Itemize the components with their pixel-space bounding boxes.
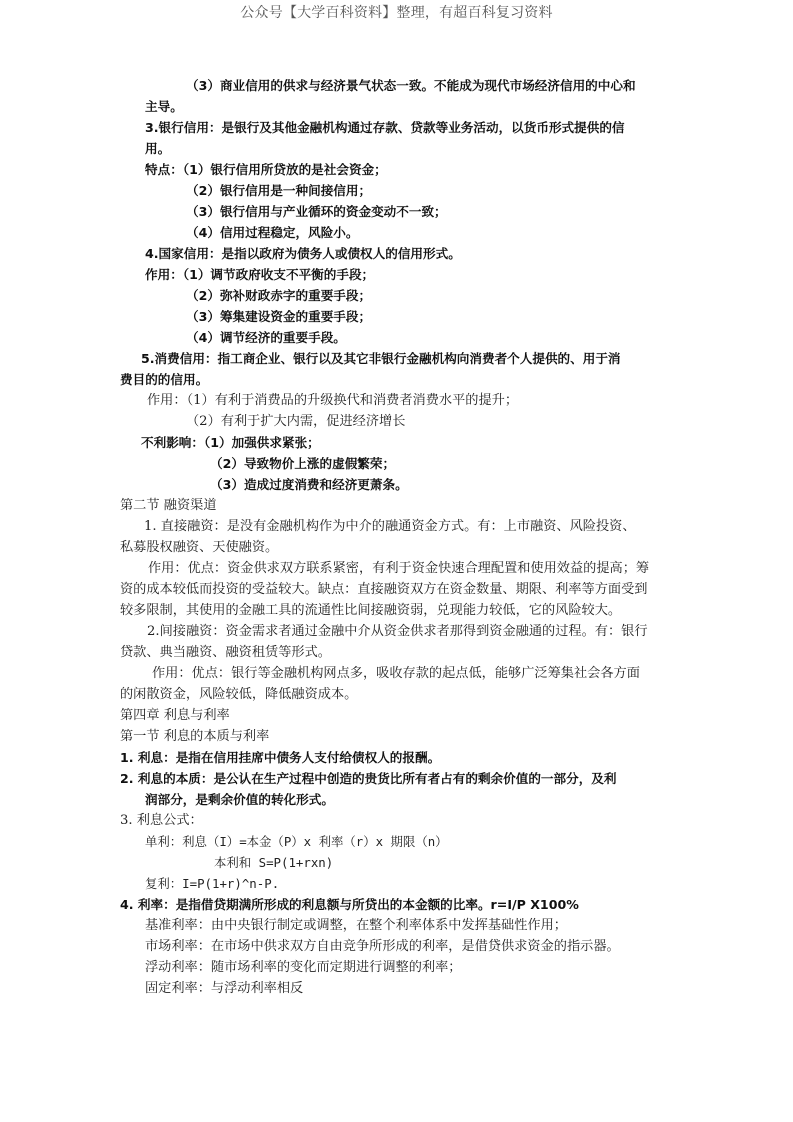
text-line: 润部分，是剩余价值的转化形式。	[145, 792, 334, 807]
text-line: 用。	[145, 141, 171, 156]
text-line: （3）筹集建设资金的重要手段；	[186, 309, 372, 324]
text-line: 资的成本较低而投资的受益较大。缺点：直接融资双方在资金数量、期限、利率等方面受到	[120, 582, 648, 597]
text-line: 固定利率：与浮动利率相反	[145, 981, 304, 996]
text-line: 贷款、典当融资、融资租赁等形式。	[120, 645, 331, 660]
text-line: 主导。	[145, 99, 183, 114]
text-line: 作用：优点：资金供求双方联系紧密，有利于资金快速合理配置和使用效益的提高；筹	[148, 561, 650, 576]
text-line: （3）银行信用与产业循环的资金变动不一致；	[186, 204, 447, 219]
text-line: （3）造成过度消费和经济更萧条。	[210, 477, 408, 492]
text-line: 1. 直接融资：是没有金融机构作为中介的融通资金方式。有：上市融资、风险投资、	[144, 519, 636, 534]
text-line: （2）有利于扩大内需，促进经济增长	[186, 414, 406, 429]
text-line: 作用：（1）有利于消费品的升级换代和消费者消费水平的提升；	[147, 393, 519, 408]
text-line: 第一节 利息的本质与利率	[120, 729, 270, 744]
text-line: 特点：（1）银行信用所贷放的是社会资金；	[145, 162, 387, 177]
text-line: 4. 利率：是指借贷期满所形成的利息额与所贷出的本金额的比率。r=I/P X100%	[120, 897, 579, 912]
text-line: 复利：I=P(1+r)^n-P.	[145, 876, 280, 891]
text-line: 作用：（1）调节政府收支不平衡的手段；	[145, 267, 375, 282]
text-line: 浮动利率：随市场利率的变化而定期进行调整的利率；	[145, 960, 462, 975]
text-line: （3）商业信用的供求与经济景气状态一致。不能成为现代市场经济信用的中心和	[186, 78, 636, 93]
text-line: 单利：利息（I）=本金（P）x 利率（r）x 期限（n）	[145, 834, 448, 849]
text-line: 3.银行信用：是银行及其他金融机构通过存款、贷款等业务活动，以货币形式提供的信	[145, 120, 625, 135]
text-line: 私募股权融资、天使融资。	[120, 540, 279, 555]
text-line: （2）银行信用是一种间接信用；	[186, 183, 372, 198]
text-line: （2）弥补财政赤字的重要手段；	[186, 288, 372, 303]
text-line: 作用：优点：银行等金融机构网点多，吸收存款的起点低，能够广泛筹集社会各方面	[152, 666, 640, 681]
text-line: 2. 利息的本质：是公认在生产过程中创造的贵货比所有者占有的剩余价值的一部分，及利	[120, 771, 617, 786]
text-line: 5.消费信用：指工商企业、银行以及其它非银行金融机构向消费者个人提供的、用于消	[141, 351, 621, 366]
text-line: 4.国家信用：是指以政府为债务人或债权人的信用形式。	[145, 246, 461, 261]
text-line: 2.间接融资：资金需求者通过金融中介从资金供求者那得到资金融通的过程。有：银行	[147, 624, 648, 639]
text-line: 费目的的信用。	[120, 372, 209, 387]
text-line: 1. 利息：是指在信用挂席中债务人支付给债权人的报酬。	[120, 750, 441, 765]
text-line: 的闲散资金，风险较低，降低融资成本。	[120, 687, 358, 702]
page-header: 公众号【大学百科资料】整理，有超百科复习资料	[240, 5, 553, 21]
text-line: 市场利率：在市场中供求双方自由竞争所形成的利率，是借贷供求资金的指示器。	[145, 939, 620, 954]
text-line: 不利影响：（1）加强供求紧张；	[141, 435, 320, 450]
text-line: （4）信用过程稳定，风险小。	[186, 225, 359, 240]
text-line: 第四章 利息与利率	[120, 708, 230, 723]
text-line: 基准利率：由中央银行制定或调整，在整个利率体系中发挥基础性作用；	[145, 918, 567, 933]
text-line: 本利和 S=P(1+rxn)	[214, 855, 334, 870]
text-line: 3. 利息公式：	[120, 813, 203, 828]
text-line: （2）导致物价上涨的虚假繁荣；	[210, 456, 396, 471]
text-line: 第二节 融资渠道	[120, 498, 217, 513]
text-line: 较多限制，其使用的金融工具的流通性比间接融资弱，兑现能力较低，它的风险较大。	[120, 603, 622, 618]
text-line: （4）调节经济的重要手段。	[186, 330, 346, 345]
